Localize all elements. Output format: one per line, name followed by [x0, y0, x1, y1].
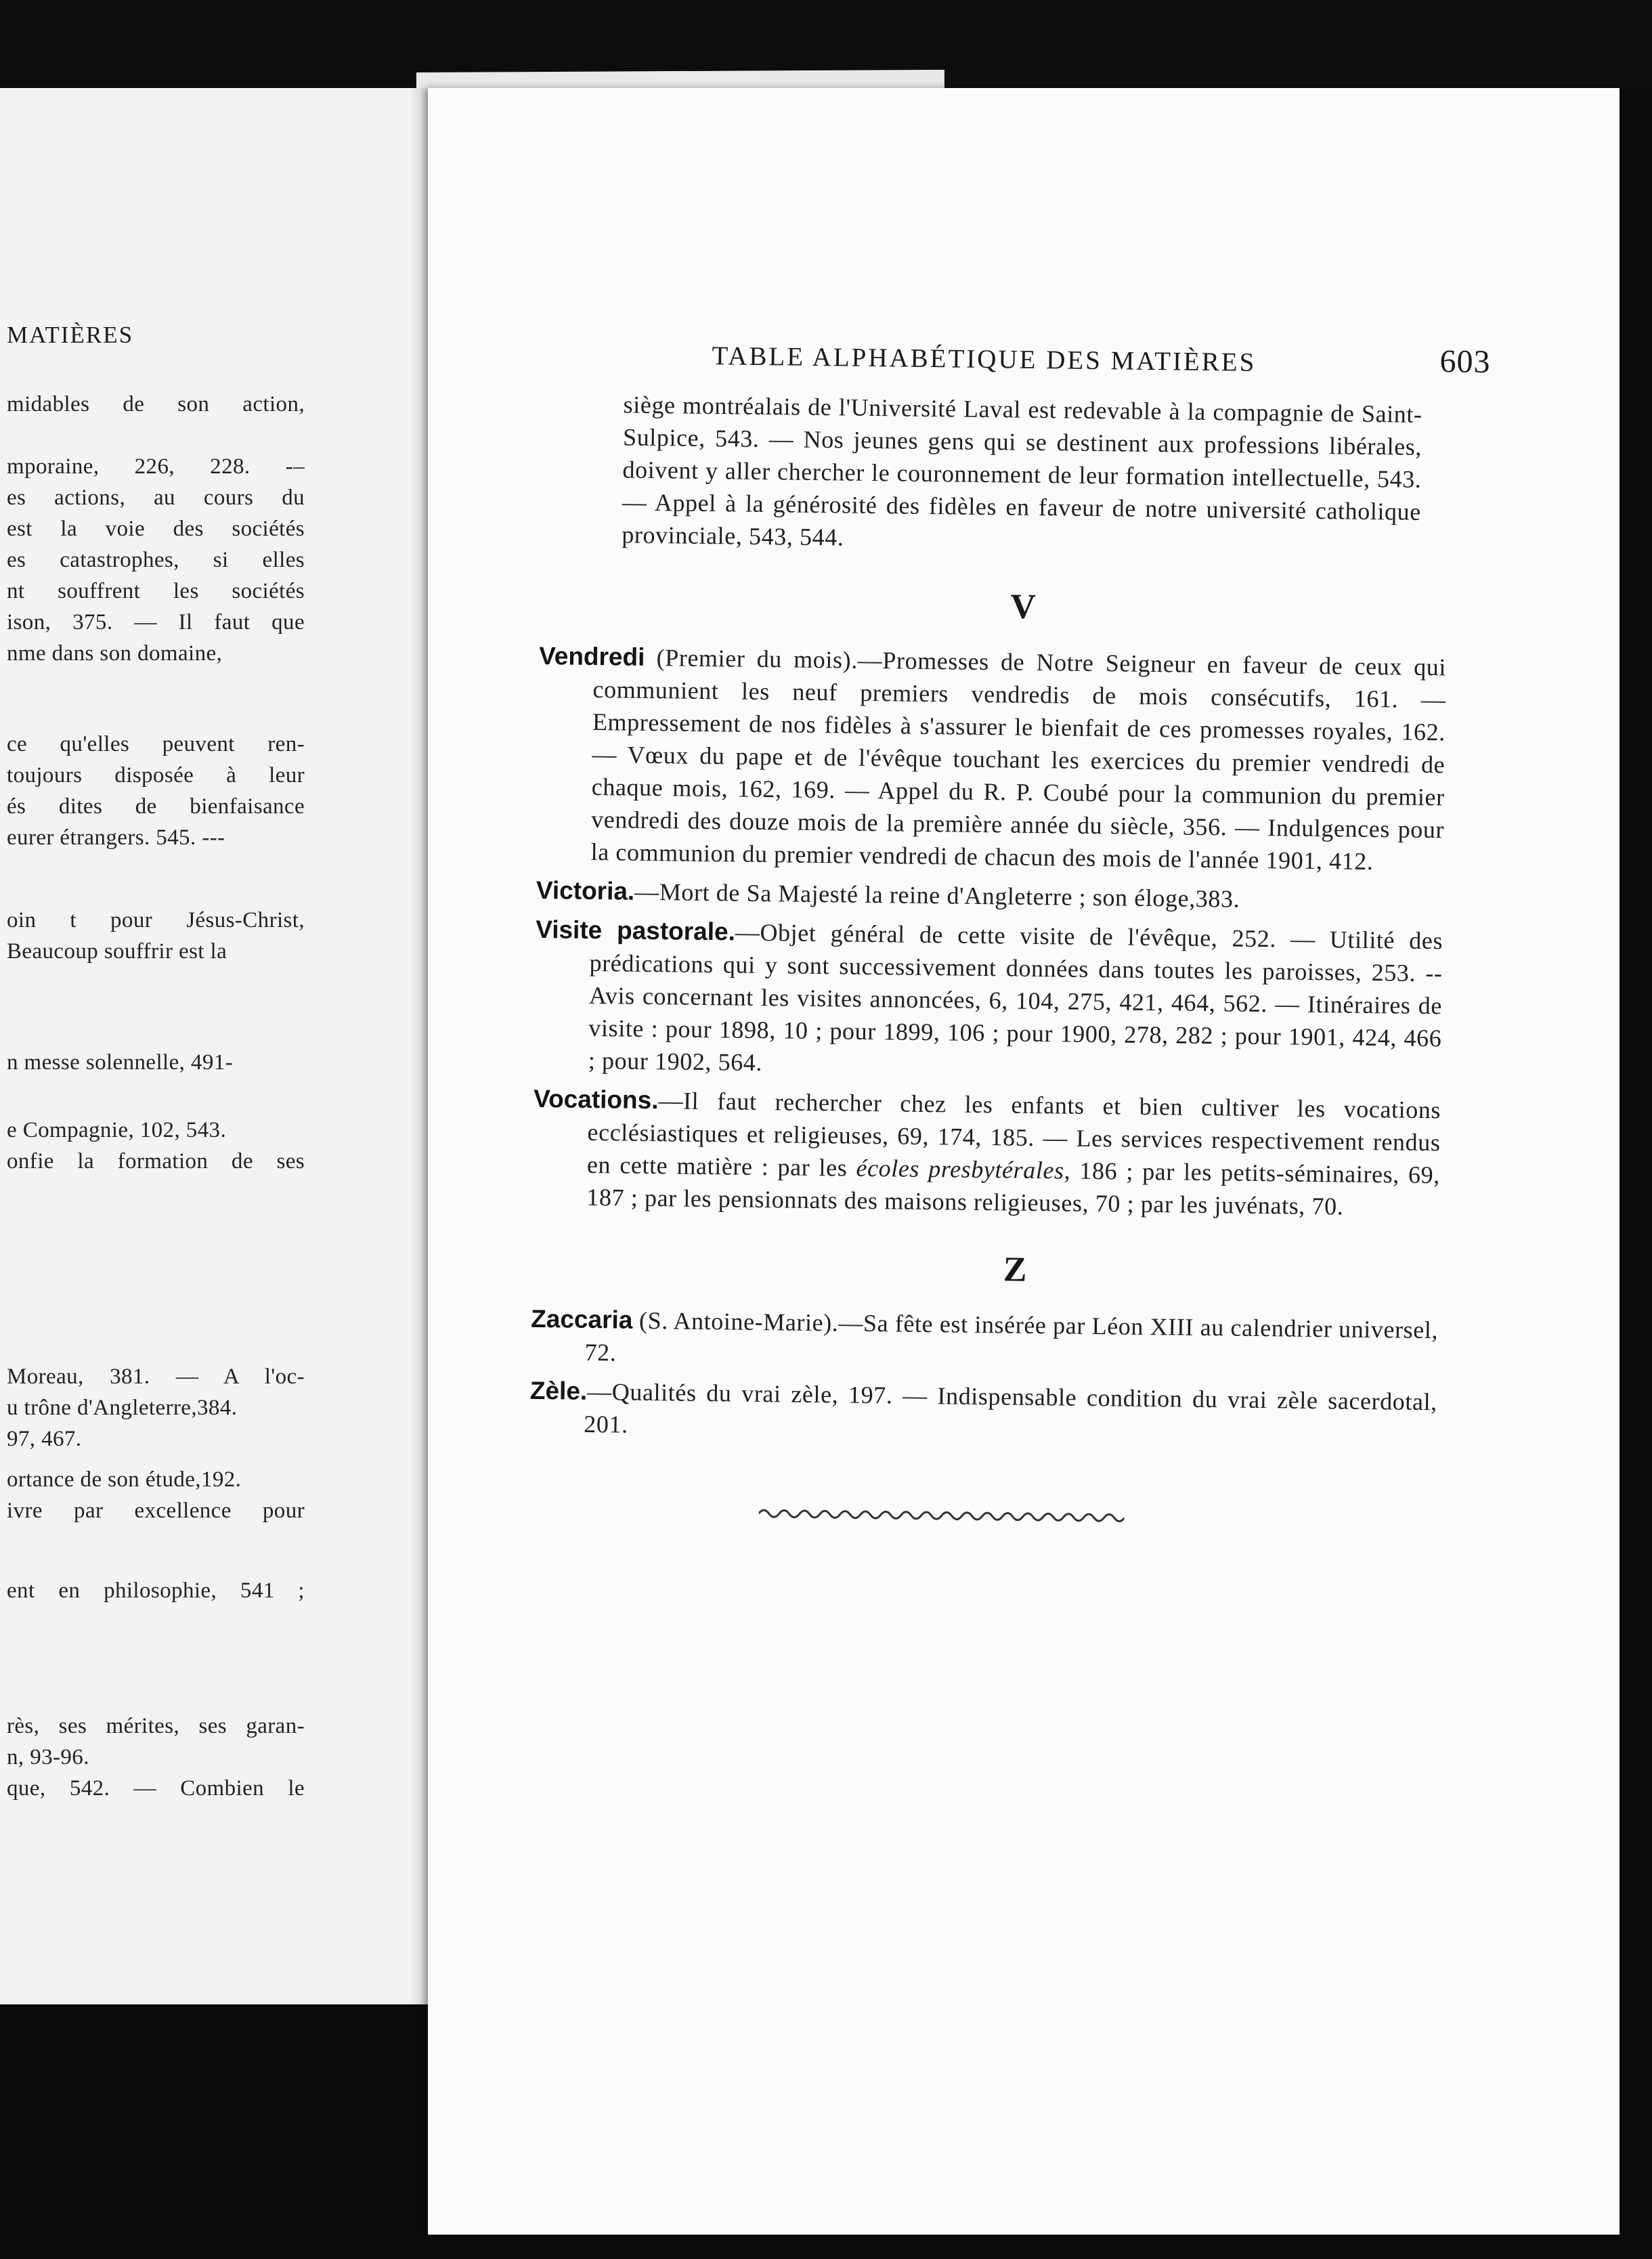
left-text-line: es catastrophes, si elles	[7, 548, 305, 572]
entry-text: —Objet général de cette visite de l'évêque, 252. — Utilité des prédications qui y sont successivement données dans toutes les paroisses, 253. -- Avis concernant les visites annoncées, 6, 104, 275, 421, 464, 562. — Itinéraires de visite : pour 1898, 10 ; pour 1899, 106 ; pour 1900, 278, 282 ; pour 1901, 424, 466 ; pour 1902, 564.	[588, 918, 1443, 1077]
left-text-line: e Compagnie, 102, 543.	[7, 1118, 227, 1142]
left-text-line: mporaine, 226, 228. -–	[7, 454, 305, 479]
entry-headword: Vendredi	[538, 641, 645, 671]
left-text-line: ison, 375. — Il faut que	[7, 610, 305, 634]
index-entry-visite-pastorale	[534, 913, 1443, 1087]
left-text-line: ent en philosophie, 541 ;	[7, 1578, 305, 1603]
right-page	[428, 88, 1620, 2241]
left-text-line: ce qu'elles peuvent ren-	[7, 732, 305, 756]
entry-text: , 186 ; par les petits-séminaires, 69, 187 ; par les pensionnats des maisons religieuses, 70 ; par les juvénats, 70.	[586, 1157, 1441, 1220]
section-letter-v: V	[1009, 587, 1038, 626]
index-entry-victoria	[536, 874, 1443, 918]
left-text-line: ortance de son étude,192.	[7, 1467, 242, 1492]
left-text-line: es actions, au cours du	[7, 486, 305, 510]
left-text-line: rès, ses mérites, ses garan-	[7, 1714, 305, 1738]
left-text-line: oin t pour Jésus-Christ,	[7, 908, 305, 932]
left-facing-page	[0, 88, 433, 2004]
scan-background-right	[1620, 88, 1652, 2259]
index-entry-zaccaria	[530, 1303, 1438, 1379]
entry-headword: Vocations.	[533, 1084, 659, 1115]
entry-headword: Visite pastorale.	[535, 915, 736, 946]
entry-text: (Premier du mois).—Promesses de Notre Seigneur en faveur de ceux qui communient les neuf premiers vendredis de mois consécutifs, 161. — Empressement de nos fidèles à s'assurer le bienfait de ces promesses royales, 162. — Vœux du pape et de l'évêque touchant les exercices du premier vendredi de chaque mois, 162, 169. — Appel du R. P. Coubé pour la communion du premier vendredi des douze mois de la première année du siècle, 356. — Indulgences pour la communion du premier vendredi de chacun des mois de l'année 1901, 412.	[590, 643, 1447, 876]
left-text-line: u trône d'Angleterre,384.	[7, 1396, 238, 1420]
entry-text: —Il faut rechercher chez les enfants et bien cultiver les vocations ecclésiastiques et religieuses, 69, 174, 185. — Les services respectivement rendus en cette matière : par les	[586, 1087, 1441, 1182]
left-text-line: Beaucoup souffrir est la	[7, 939, 227, 964]
page-content	[528, 332, 1510, 1536]
left-text-line: n messe solennelle, 491-	[7, 1050, 234, 1075]
entry-headword: Zaccaria	[530, 1304, 633, 1334]
left-text-line: nt souffrent les sociétés	[7, 579, 305, 603]
entry-headword: Zèle.	[529, 1376, 588, 1405]
section-letter-z: Z	[1003, 1250, 1028, 1289]
entry-headword: Victoria.	[536, 876, 635, 905]
left-text-line: onfie la formation de ses	[7, 1149, 305, 1174]
left-text-line: nme dans son domaine,	[7, 641, 223, 666]
left-running-head: MATIÈRES	[7, 322, 134, 348]
left-text-line: toujours disposée à leur	[7, 763, 305, 788]
left-text-line: Moreau, 381. — A l'oc-	[7, 1364, 305, 1389]
left-text-line: eurer étrangers. 545. ---	[7, 825, 225, 850]
left-text-line: midables de son action,	[7, 392, 305, 416]
index-entry-zele	[529, 1375, 1437, 1450]
left-text-line: que, 542. — Combien le	[7, 1776, 305, 1801]
entry-text: —Qualités du vrai zèle, 197. — Indispensable condition du vrai zèle sacerdotal, 201.	[584, 1377, 1438, 1438]
left-text-line: n, 93-96.	[7, 1745, 89, 1769]
left-text-line: és dites de bienfaisance	[7, 794, 305, 819]
left-text-line: est la voie des sociétés	[7, 517, 305, 541]
running-title: TABLE ALPHABÉTIQUE DES MATIÈRES	[712, 341, 1257, 377]
page-number: 603	[1439, 343, 1491, 381]
entry-text: —Mort de Sa Majesté la reine d'Angleterre ; son éloge,383.	[634, 878, 1240, 913]
index-entry-vocations	[532, 1083, 1441, 1224]
entry-text: (S. Antoine-Marie).—Sa fête est insérée par Léon XIII au calendrier universel, 72.	[584, 1306, 1439, 1367]
scan-background-bottom	[0, 2235, 1652, 2259]
continuation-paragraph: siège montréalais de l'Université Laval est redevable à la compagnie de Saint-Sulpice, 543. — Nos jeunes gens qui se destinent aux professions libérales, doivent y aller chercher le couronnement de leur formation intellectuelle, 543. — Appel à la générosité des fidèles en faveur de notre université catholique provinciale, 543, 544.	[622, 391, 1422, 551]
entry-italic-text: écoles presbytérales	[856, 1154, 1064, 1184]
left-text-line: 97, 467.	[7, 1427, 82, 1451]
wavy-line-icon	[759, 1503, 1125, 1528]
wavy-ornament-divider	[758, 1503, 1496, 1536]
running-head	[542, 332, 1511, 391]
index-entry-vendredi	[536, 640, 1446, 878]
left-text-line: ivre par excellence pour	[7, 1499, 305, 1523]
